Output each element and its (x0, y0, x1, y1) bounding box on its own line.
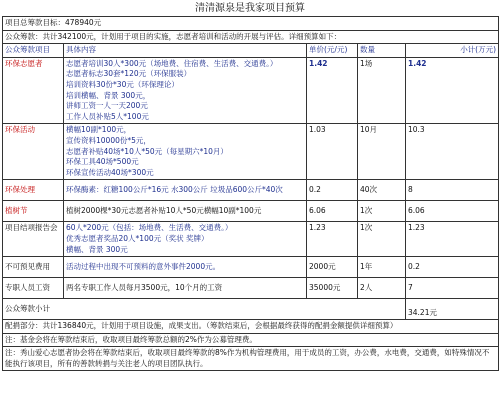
header-project: 公众筹款项目 (3, 44, 64, 58)
row-name: 专职人员工资 (3, 278, 64, 299)
content-line: 横幅、背景 300元 (66, 244, 128, 254)
row-unit-price: 1.23 (307, 222, 358, 257)
row-name: 环保活动 (3, 124, 64, 180)
row-name: 植树节 (3, 201, 64, 222)
total-label: 公众筹款小计 (3, 299, 406, 320)
row-unit-price: 1.42 (307, 57, 358, 124)
content-line: 环保宣传活动40场*300元 (66, 167, 154, 177)
row-quantity: 1次 (358, 222, 406, 257)
public-summary: 公众筹款：共计342100元，计划用于项目的实施，志愿者培训和活动的开展与评估。详细预算如下： (3, 30, 499, 44)
table-row (3, 257, 499, 278)
row-unit-price: 6.06 (307, 201, 358, 222)
row-content (64, 257, 307, 278)
header-content: 具体内容 (64, 44, 307, 58)
row-subtotal: 8 (406, 180, 499, 201)
note-row (3, 333, 499, 347)
row-subtotal: 10.3 (406, 124, 499, 180)
note-row (3, 320, 499, 334)
row-quantity: 1年 (358, 257, 406, 278)
row-unit-price: 2000元 (307, 257, 358, 278)
row-name: 不可预见费用 (3, 257, 64, 278)
page-title: 清清源泉是我家项目预算 (195, 3, 305, 14)
content-line: 志愿者补贴40场*10人*50元（每星期六*10月） (66, 146, 228, 156)
row-content (64, 180, 307, 201)
note-foundation-fee: 注：基金会将在筹款结束后，收取项目最终筹款总额的2%作为公募管理费。 (3, 333, 499, 347)
row-subtotal: 0.2 (406, 257, 499, 278)
table-row (3, 180, 499, 201)
content-line: 宣传资料10000份*5元， (66, 135, 151, 145)
row-content (64, 278, 307, 299)
header-row (3, 44, 499, 58)
row-name: 环保志愿者 (3, 57, 64, 124)
content-line: 环保酶素：红糖100公斤*16元 水300公斤 垃圾品600公斤*40次 (66, 185, 283, 195)
goal-row (3, 17, 499, 31)
content-line: 培训资料30份*30元（环保理论） (66, 79, 179, 89)
content-line: 优秀志愿者奖品20人*100元（奖状 奖牌） (66, 233, 209, 243)
row-name: 环保处理 (3, 180, 64, 201)
content-line: 60人*200元（包括：场地费、生活费、交通费。） (66, 223, 233, 233)
content-line: 志愿者标志30套*120元（环保服装） (66, 69, 192, 79)
content-line: 志愿者培训30人*300元（场地费、住宿费、生活费、交通费。） (66, 58, 278, 68)
row-subtotal: 1.42 (406, 57, 499, 124)
table-row (3, 278, 499, 299)
content-line: 讲师工资一人一天200元 (66, 101, 148, 111)
header-subtotal: 小计(万元) (406, 44, 499, 58)
row-quantity: 2人 (358, 278, 406, 299)
row-content (64, 57, 307, 124)
content-line: 植树2000棵*30元志愿者补贴10人*50元横幅10副*100元 (66, 206, 262, 216)
content-line: 两名专职工作人员每月3500元，10个月的工资 (66, 282, 223, 292)
header-quantity: 数量 (358, 44, 406, 58)
row-quantity: 1次 (358, 201, 406, 222)
content-line: 培训横幅、背景 300元， (66, 90, 151, 100)
row-subtotal: 6.06 (406, 201, 499, 222)
row-content (64, 124, 307, 180)
row-quantity: 10月 (358, 124, 406, 180)
row-unit-price: 1.03 (307, 124, 358, 180)
row-subtotal: 7 (406, 278, 499, 299)
table-row (3, 124, 499, 180)
note-match: 配捐部分：共计136840元，计划用于项目设施，成果支出。（筹款结束后，会根据最终获得的配捐金额提供详细预算） (3, 320, 499, 334)
content-line: 活动过程中出现不可预料的意外事件2000元。 (66, 261, 221, 271)
table-row (3, 222, 499, 257)
total-row (3, 299, 499, 320)
row-content (64, 222, 307, 257)
table-row (3, 57, 499, 124)
content-line: 工作人员补贴5人*100元 (66, 111, 149, 121)
row-quantity: 40次 (358, 180, 406, 201)
note-org-fee: 注：秀山爱心志愿者协会将在筹款结束后，收取项目最终筹款的8%作为机构管理费用，用于成员的工资，办公费，水电费，交通费，如特殊情况不能执行该项目，所有的善款转捐与关注老人的项目团队执行。 (3, 347, 499, 371)
public-summary-row (3, 30, 499, 44)
note-row (3, 347, 499, 371)
header-unit-price: 单价(元/元) (307, 44, 358, 58)
row-unit-price: 35000元 (307, 278, 358, 299)
row-subtotal: 1.23 (406, 222, 499, 257)
row-name: 项目结项报告会 (3, 222, 64, 257)
row-content (64, 201, 307, 222)
table-row (3, 201, 499, 222)
content-line: 环保工具40场*500元 (66, 157, 139, 167)
content-line: 横幅10副*100元， (66, 125, 132, 135)
row-unit-price: 0.2 (307, 180, 358, 201)
budget-table (2, 16, 499, 371)
goal-text: 项目总筹款目标：478940元 (3, 17, 499, 31)
row-quantity: 1场 (358, 57, 406, 124)
total-subtotal: 34.21元 (406, 299, 499, 320)
